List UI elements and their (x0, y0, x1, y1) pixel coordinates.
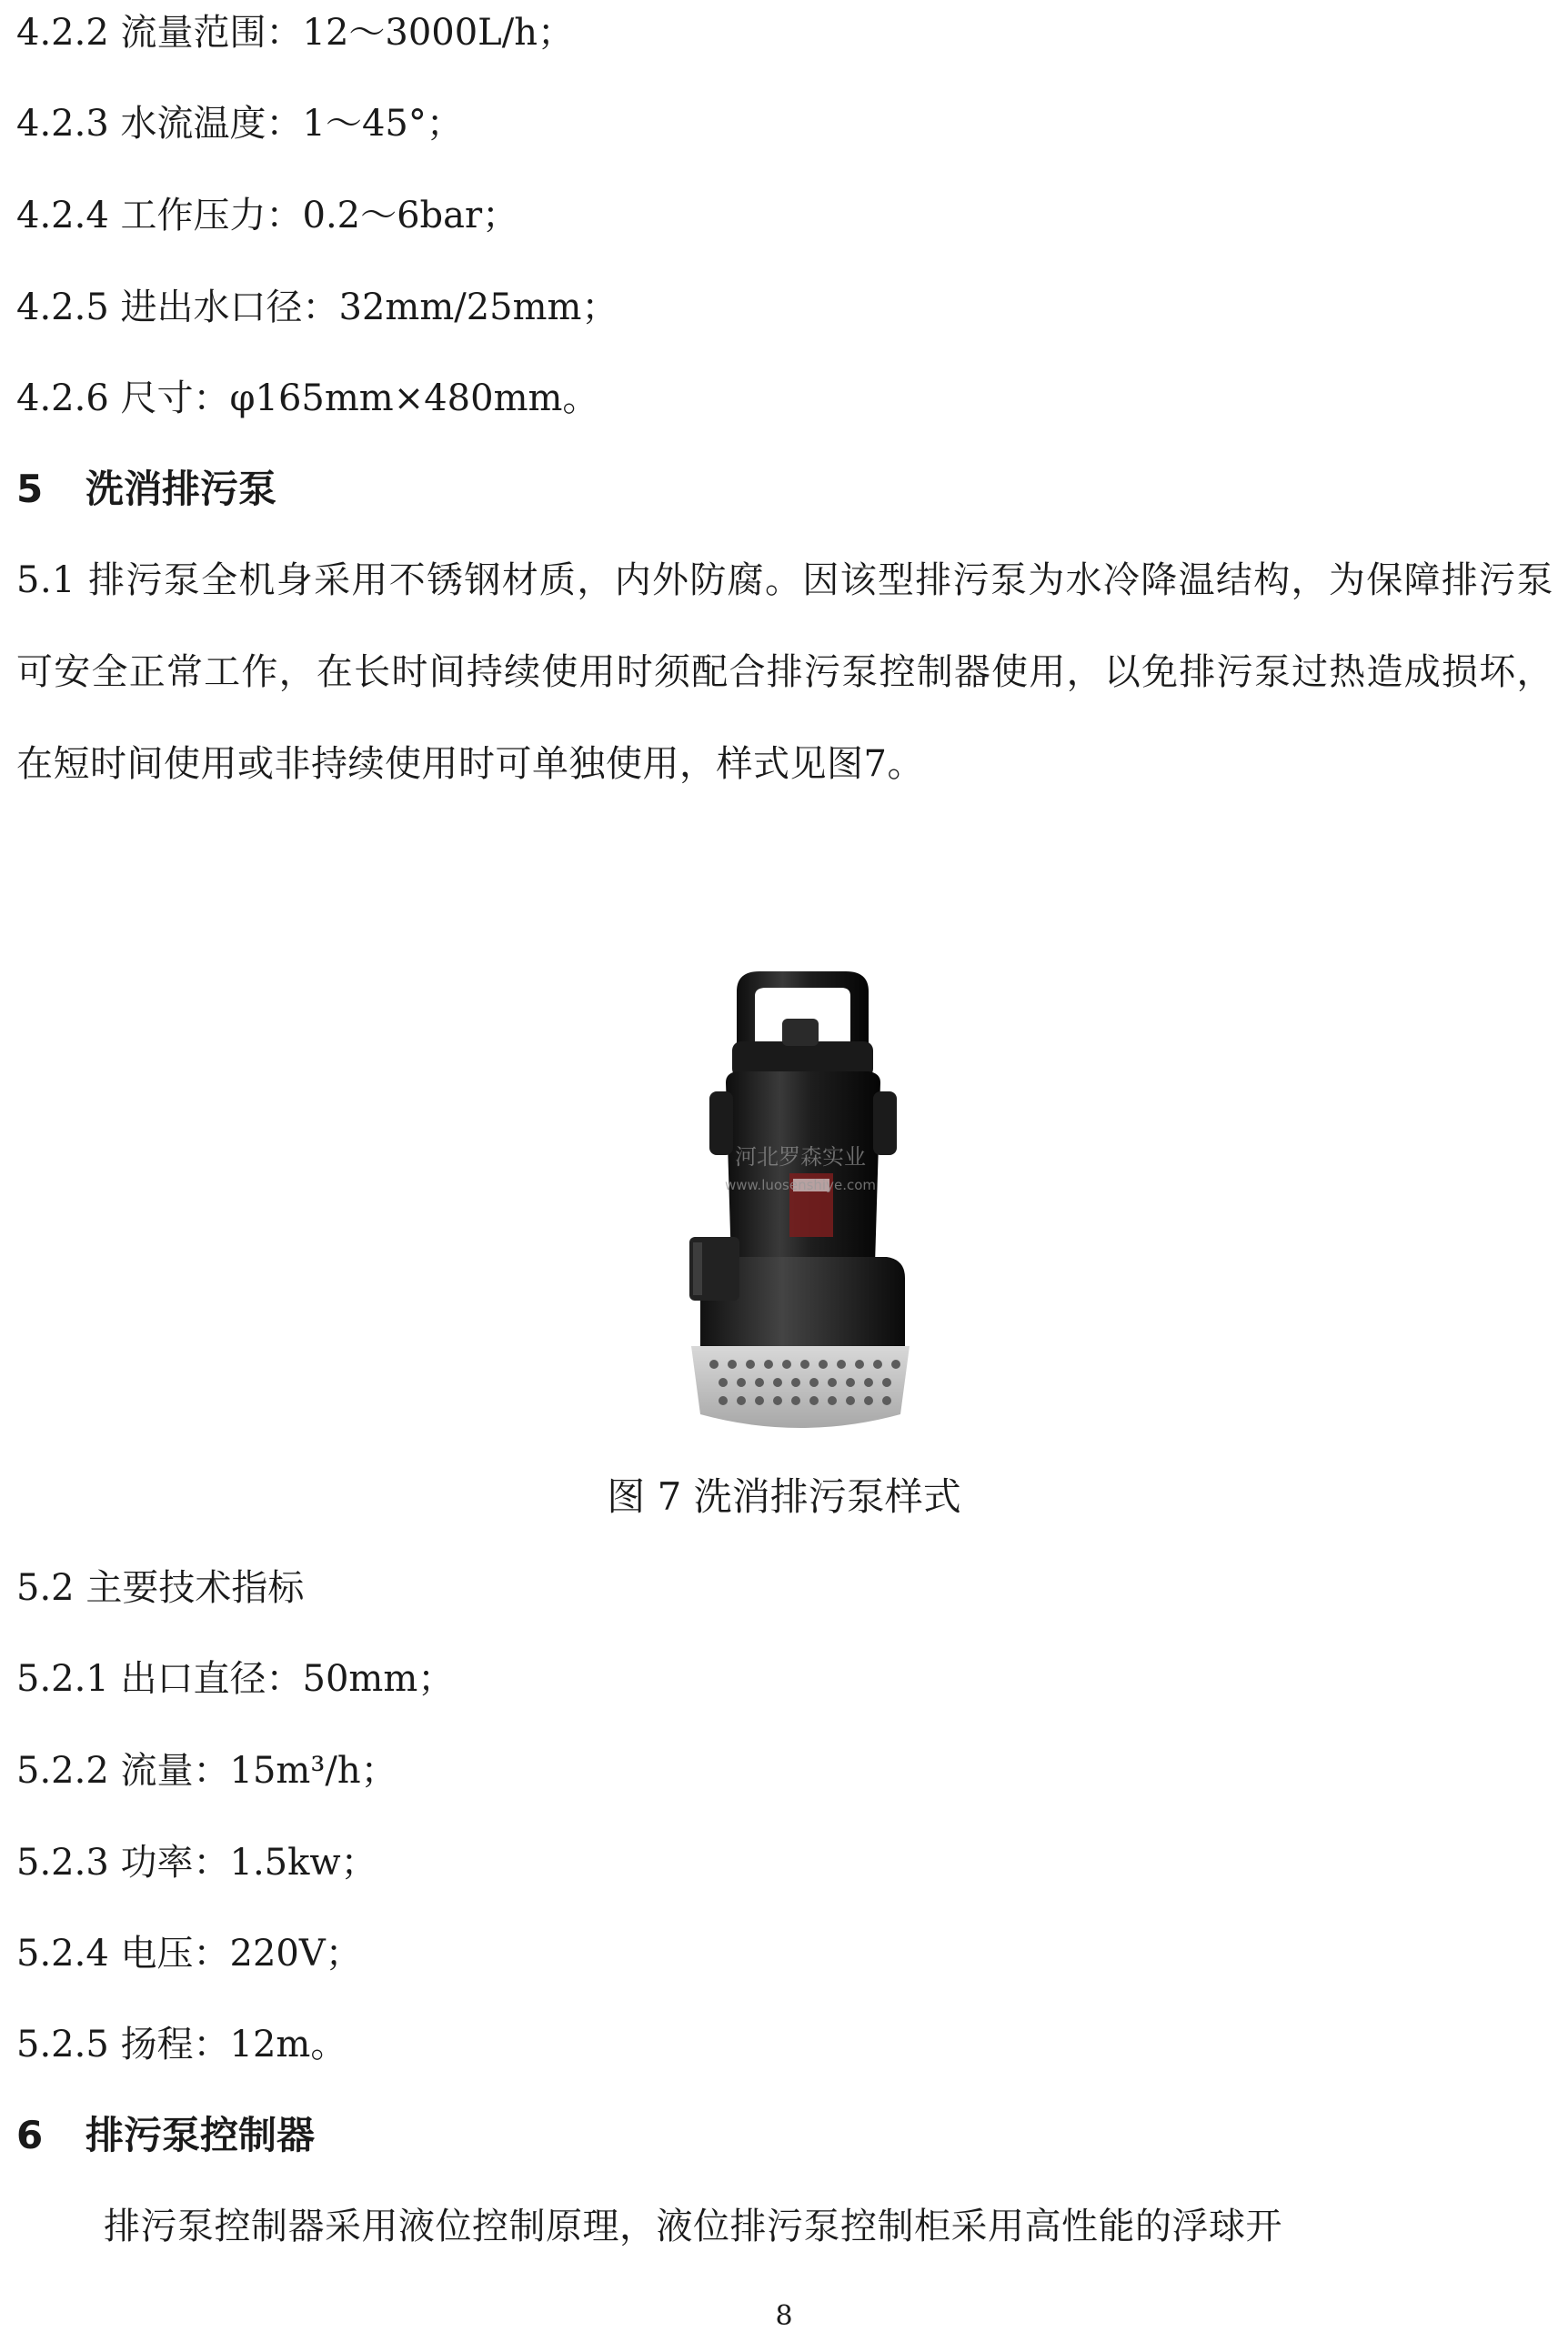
page-number: 8 (775, 2300, 793, 2332)
spec-line: 5.2.5 扬程：12m。 (16, 2024, 347, 2066)
spec-line: 5.2.1 出口直径：50mm； (16, 1658, 455, 1700)
section-number: 6 (16, 2113, 44, 2157)
section-number: 5 (16, 467, 44, 511)
spec-line: 4.2.6 尺寸：φ165mm×480mm。 (16, 377, 599, 419)
submersible-pump-image (682, 964, 919, 1446)
spec-line: 5.2.4 电压：220V； (16, 1933, 362, 1975)
section-heading (16, 466, 276, 513)
subheading: 5.2 主要技术指标 (16, 1567, 305, 1609)
pump-figure (682, 964, 919, 1446)
watermark-company: 河北罗森实业 (735, 1144, 866, 1170)
section-title: 排污泵控制器 (85, 2113, 316, 2157)
spec-line: 4.2.2 流量范围：12～3000L/h； (16, 12, 574, 54)
spec-line: 4.2.4 工作压力：0.2～6bar； (16, 195, 519, 236)
body-paragraph: 排污泵控制器采用液位控制原理，液位排污泵控制柜采用高性能的浮球开 (104, 2206, 1282, 2247)
watermark-url: www.luosenshiye.com (725, 1177, 876, 1193)
spec-line: 4.2.3 水流温度：1～45°； (16, 103, 463, 145)
section-title: 洗消排污泵 (85, 467, 277, 511)
spec-line: 5.2.3 功率：1.5kw； (16, 1842, 377, 1884)
spec-line: 4.2.5 进出水口径：32mm/25mm； (16, 286, 618, 328)
section-heading (16, 2112, 315, 2159)
figure-caption: 图 7 洗消排污泵样式 (607, 1474, 961, 1519)
body-paragraph: 5.1 排污泵全机身采用不锈钢材质，内外防腐。因该型排污泵为水冷降温结构，为保障排污泵可安全正常工作，在长时间持续使用时须配合排污泵控制器使用，以免排污泵过热造成损坏，在短时间使用或非持续使用时可单独使用，样式见图7。 (16, 559, 1553, 785)
spec-line: 5.2.2 流量：15m³/h； (16, 1750, 397, 1792)
